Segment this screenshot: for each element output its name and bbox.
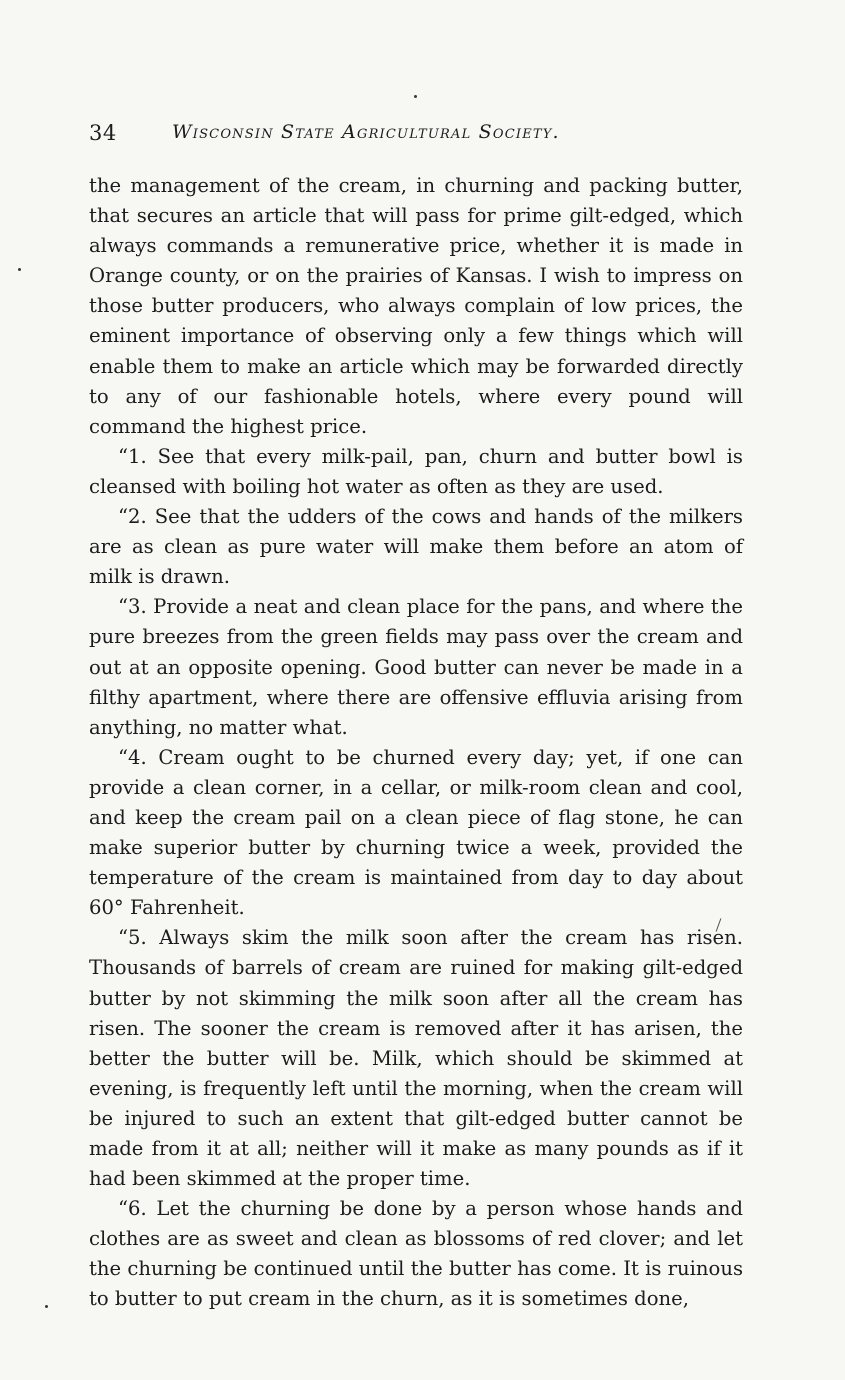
speck-left bbox=[18, 268, 21, 271]
intro-paragraph: the management of the cream, in churning and packing butter, that secures an article that will pass for prime gilt-edged, which always commands a remunerative price, whether it is made in Orange county, or on the prairies of Kansas. I wish to impress on those butter producers, who always complain of low prices, the eminent importance of observing only a few things which will enable them to make an article which may be forwarded directly to any of our fashionable hotels, where every pound will command the highest price. bbox=[89, 174, 743, 438]
rule-6-paragraph: “6. Let the churning be done by a person whose hands and clothes are as sweet and clean as blossoms of red clover; and let the churning be continued until the butter has come. It is ruinous to butter to put cream in the churn, as it is sometimes done, bbox=[89, 1197, 743, 1311]
rule-5-paragraph: “5. Always skim the milk soon after the cream has risen. Thousands of barrels of cream are ruined for making gilt-edged butter by not skimming the milk soon after all the cream has risen. The sooner the cream is removed after it has arisen, the better the butter will be. Milk, which should be skimmed at evening, is frequently left until the morning, when the cream will be injured to such an extent that gilt-edged butter cannot be made from it at all; neither will it make as many pounds as if it had been skimmed at the proper time. bbox=[89, 926, 743, 1191]
rule-1-paragraph: “1. See that every milk-pail, pan, churn and butter bowl is cleansed with boiling hot water as often as they are used. bbox=[89, 444, 743, 498]
rule-3-paragraph: “3. Provide a neat and clean place for the pans, and where the pure breezes from the green fields may pass over the cream and out at an opposite opening. Good butter can never be made in a filthy apartment, where there are offensive effluvia arising from anything, no matter what. bbox=[89, 595, 743, 739]
rule-2-paragraph: “2. See that the udders of the cows and hands of the milkers are as clean as pure water will make them before an atom of milk is drawn. bbox=[89, 505, 743, 589]
running-head: Wisconsin State Agricultural Society. bbox=[172, 121, 560, 143]
page-header bbox=[89, 121, 749, 153]
rule-4-paragraph: “4. Cream ought to be churned every day; yet, if one can provide a clean corner, in a cellar, or milk-room clean and cool, and keep the cream pail on a clean piece of flag stone, he can make superior butter by churning twice a week, provided the temperature of the cream is maintained from day to day about 60° Fahrenheit. bbox=[89, 745, 743, 920]
page-number: 34 bbox=[89, 121, 117, 145]
body-text bbox=[89, 171, 743, 1315]
speck-bottom-left bbox=[45, 1305, 48, 1308]
speck-top bbox=[414, 95, 417, 98]
